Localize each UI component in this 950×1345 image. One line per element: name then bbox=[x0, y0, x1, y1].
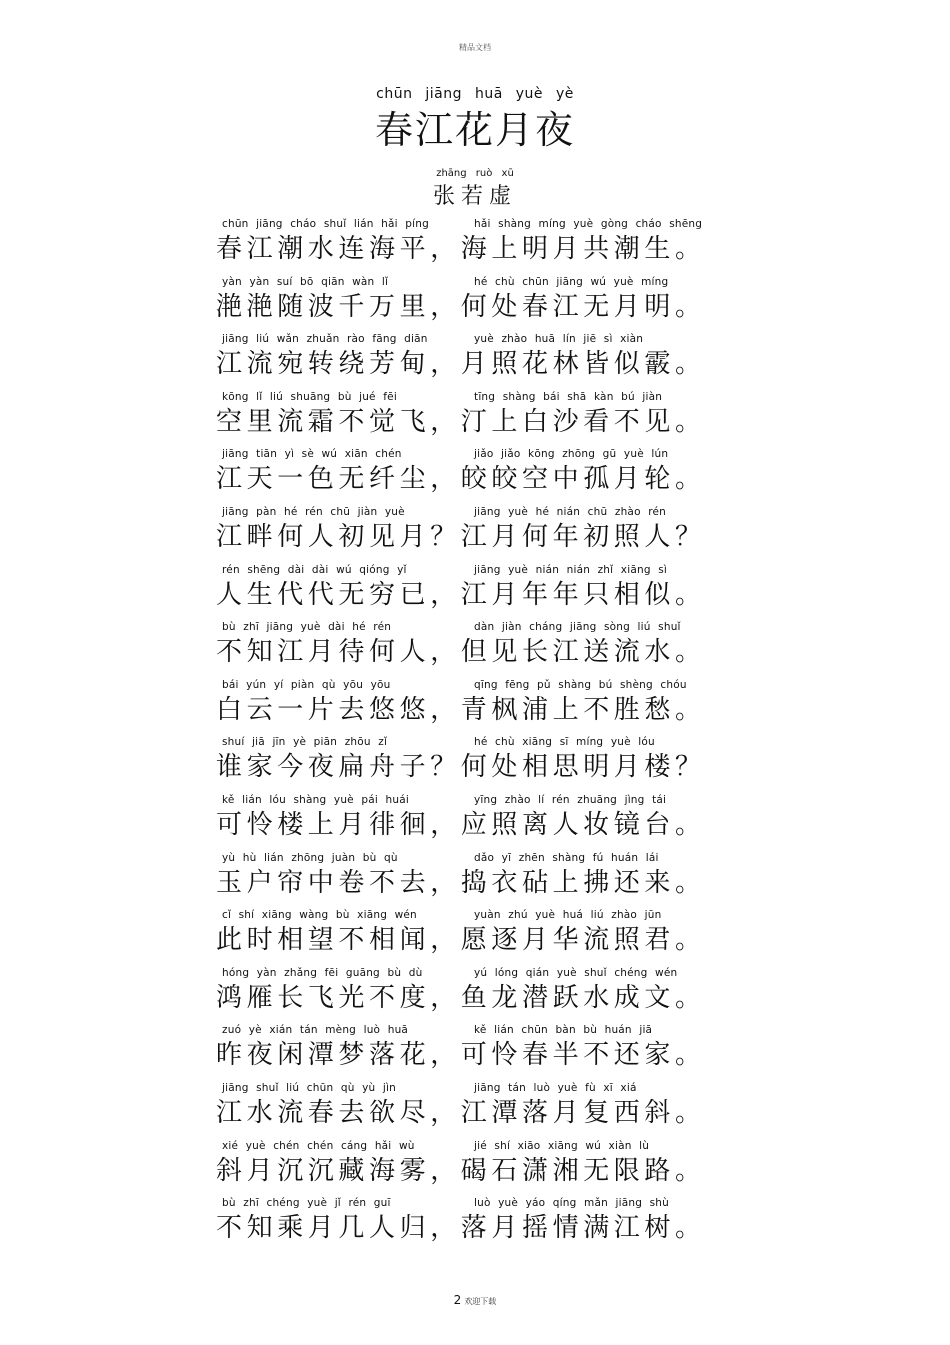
verse-text: 江天一色无纤尘，皎皎空中孤月轮。 bbox=[216, 464, 706, 495]
verse-text: 不知江月待何人，但见长江送流水。 bbox=[216, 637, 706, 668]
verse-text: 昨夜闲潭梦落花，可怜春半不还家。 bbox=[216, 1040, 706, 1071]
verse-pinyin-first: kōng lǐ liú shuāng bù jué fēi bbox=[222, 390, 397, 403]
verse-text: 江畔何人初见月？江月何年初照人？ bbox=[216, 521, 706, 552]
verse-text: 白云一片去悠悠，青枫浦上不胜愁。 bbox=[216, 694, 706, 725]
verse-text: 不知乘月几人归，落月摇情满江树。 bbox=[216, 1213, 706, 1244]
verse-text: 人生代代无穷已，江月年年只相似。 bbox=[216, 579, 706, 610]
verse-pinyin-first: hóng yàn zhǎng fēi guāng bù dù bbox=[222, 966, 423, 979]
verse-pinyin-second: kě lián chūn bàn bù huán jiā bbox=[474, 1024, 653, 1037]
verse-pinyin-first: cǐ shí xiāng wàng bù xiāng wén bbox=[222, 909, 417, 922]
verse bbox=[216, 506, 736, 564]
verse bbox=[216, 1024, 736, 1082]
verse bbox=[216, 448, 736, 506]
verse-text: 空里流霜不觉飞，汀上白沙看不见。 bbox=[216, 406, 706, 437]
verse-pinyin-second: dǎo yī zhēn shàng fú huán lái bbox=[474, 851, 659, 864]
verse-pinyin-first: shuí jiā jīn yè piān zhōu zǐ bbox=[222, 736, 388, 749]
verse-pinyin-first: jiāng tiān yì sè wú xiān chén bbox=[222, 448, 402, 461]
verse-text: 玉户帘中卷不去，捣衣砧上拂还来。 bbox=[216, 867, 706, 898]
verse-pinyin-second: yú lóng qián yuè shuǐ chéng wén bbox=[474, 966, 678, 979]
verse bbox=[216, 679, 736, 737]
verse-pinyin-second: jiāng tán luò yuè fù xī xiá bbox=[474, 1081, 637, 1094]
verse-pinyin-first: yù hù lián zhōng juàn bù qù bbox=[222, 851, 398, 864]
verse-pinyin-second: hǎi shàng míng yuè gòng cháo shēng bbox=[474, 218, 703, 230]
verse-pinyin-second: yīng zhào lí rén zhuāng jìng tái bbox=[474, 793, 667, 806]
verse-pinyin-first: xié yuè chén chén cáng hǎi wù bbox=[222, 1139, 415, 1152]
verse-pinyin-second: tīng shàng bái shā kàn bú jiàn bbox=[474, 390, 663, 403]
verse-pinyin-first: zuó yè xián tán mèng luò huā bbox=[222, 1024, 409, 1037]
verse-pinyin-second: jiāng yuè nián nián zhǐ xiāng sì bbox=[474, 563, 668, 576]
verse bbox=[216, 736, 736, 794]
verse bbox=[216, 967, 736, 1025]
header-note: 精品文档 bbox=[459, 43, 491, 52]
verse-pinyin-second: luò yuè yáo qíng mǎn jiāng shù bbox=[474, 1197, 670, 1210]
verse-pinyin-second: jiāng yuè hé nián chū zhào rén bbox=[474, 505, 667, 518]
verse-pinyin-first: rén shēng dài dài wú qióng yǐ bbox=[222, 563, 407, 576]
verse bbox=[216, 391, 736, 449]
poem-body bbox=[216, 218, 736, 1255]
verse-pinyin-second: yuè zhào huā lín jiē sì xiàn bbox=[474, 333, 644, 346]
verse bbox=[216, 564, 736, 622]
verse-text: 可怜楼上月徘徊，应照离人妆镜台。 bbox=[216, 809, 706, 840]
verse-pinyin-first: jiāng shuǐ liú chūn qù yù jìn bbox=[222, 1081, 397, 1094]
footer-note: 欢迎下载 bbox=[464, 1297, 497, 1306]
poem-title: 春江花月夜 bbox=[374, 108, 575, 152]
verse-text: 此时相望不相闻，愿逐月华流照君。 bbox=[216, 925, 706, 956]
verse-pinyin-second: jiǎo jiǎo kōng zhōng gū yuè lún bbox=[474, 448, 669, 461]
verse-pinyin-second: hé chù xiāng sī míng yuè lóu bbox=[474, 736, 655, 749]
verse-pinyin-first: bù zhī chéng yuè jǐ rén guī bbox=[222, 1197, 391, 1210]
verse-text: 斜月沉沉藏海雾，碣石潇湘无限路。 bbox=[216, 1155, 706, 1186]
verse-text: 谁家今夜扁舟子？何处相思明月楼？ bbox=[216, 752, 706, 783]
verse bbox=[216, 794, 736, 852]
verse-pinyin-first: jiāng pàn hé rén chū jiàn yuè bbox=[222, 505, 405, 518]
verse bbox=[216, 621, 736, 679]
verse-pinyin-second: qīng fēng pǔ shàng bú shèng chóu bbox=[474, 678, 687, 691]
verse-pinyin-first: kě lián lóu shàng yuè pái huái bbox=[222, 793, 409, 806]
verse-pinyin-second: hé chù chūn jiāng wú yuè míng bbox=[474, 275, 669, 288]
verse-pinyin-first: bái yún yí piàn qù yōu yōu bbox=[222, 678, 391, 691]
verse-pinyin-first: chūn jiāng cháo shuǐ lián hǎi píng bbox=[222, 218, 429, 230]
verse-pinyin-second: jié shí xiāo xiāng wú xiàn lù bbox=[474, 1139, 650, 1152]
page-number: 2 bbox=[453, 1293, 462, 1307]
verse bbox=[216, 333, 736, 391]
verse-pinyin-second: dàn jiàn cháng jiāng sòng liú shuǐ bbox=[474, 621, 681, 634]
verse bbox=[216, 1140, 736, 1198]
author-pinyin: zhāng ruò xū bbox=[436, 168, 514, 179]
title-pinyin: chūn jiāng huā yuè yè bbox=[376, 86, 574, 102]
verse-text: 江流宛转绕芳甸，月照花林皆似霰。 bbox=[216, 349, 706, 380]
verse bbox=[216, 852, 736, 910]
verse bbox=[216, 218, 736, 276]
verse bbox=[216, 909, 736, 967]
verse-pinyin-second: yuàn zhú yuè huá liú zhào jūn bbox=[474, 909, 662, 922]
verse-pinyin-first: bù zhī jiāng yuè dài hé rén bbox=[222, 621, 392, 634]
verse-pinyin-first: jiāng liú wǎn zhuǎn rào fāng diān bbox=[222, 333, 428, 346]
verse bbox=[216, 1197, 736, 1255]
verse-text: 江水流春去欲尽，江潭落月复西斜。 bbox=[216, 1097, 706, 1128]
verse-text: 鸿雁长飞光不度，鱼龙潜跃水成文。 bbox=[216, 982, 706, 1013]
verse-text: 春江潮水连海平，海上明月共潮生。 bbox=[216, 234, 706, 264]
verse bbox=[216, 276, 736, 334]
poem-author: 张若虚 bbox=[432, 184, 517, 209]
page-footer bbox=[0, 1293, 950, 1307]
verse-pinyin-first: yàn yàn suí bō qiān wàn lǐ bbox=[222, 275, 389, 288]
verse bbox=[216, 1082, 736, 1140]
verse-text: 滟滟随波千万里，何处春江无月明。 bbox=[216, 291, 706, 322]
